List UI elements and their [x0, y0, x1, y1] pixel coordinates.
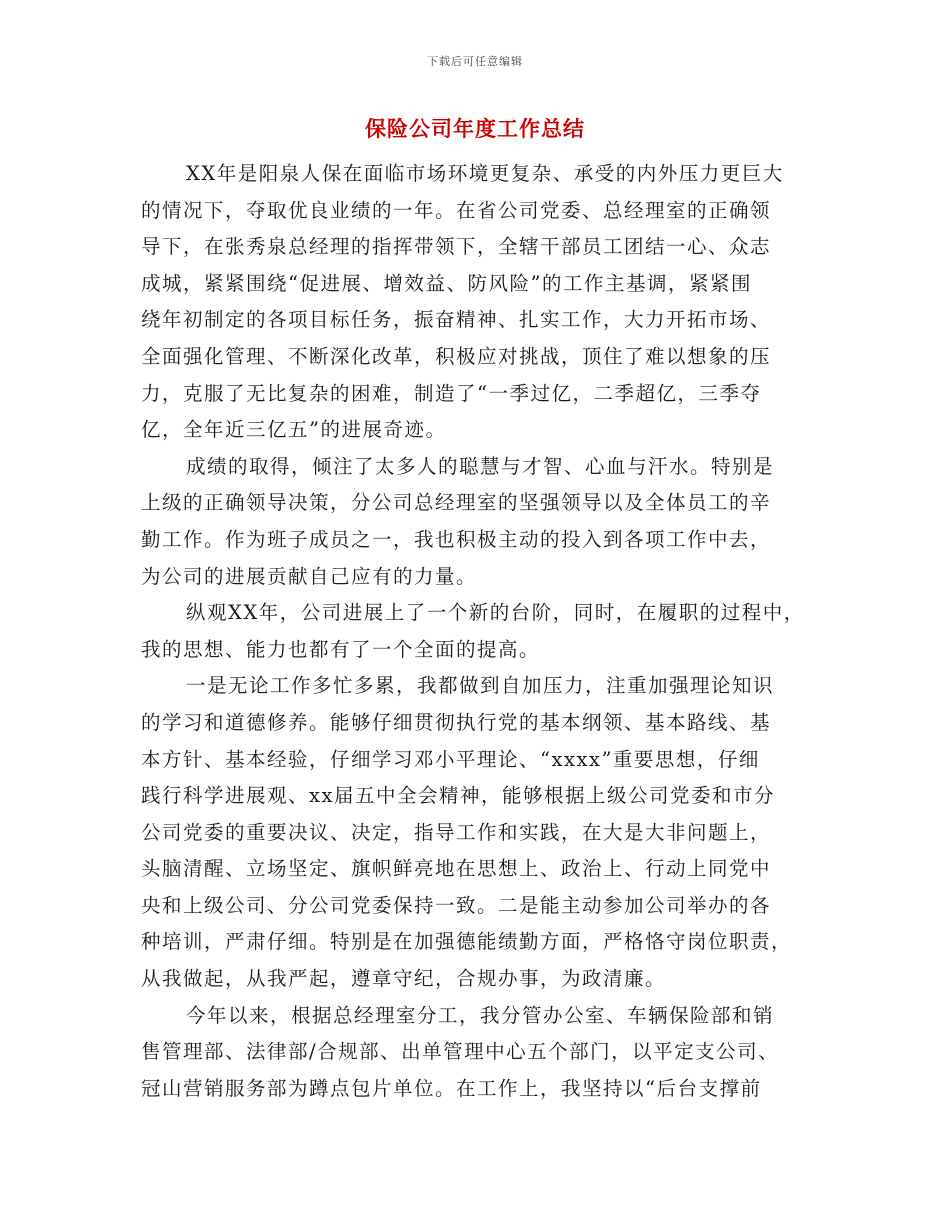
- paragraph-line: 种培训，严肃仔细。特别是在加强德能绩勤方面，严格恪守岗位职责，: [141, 930, 793, 954]
- paragraph: [141, 595, 809, 668]
- paragraph-line: 的学习和道德修养。能够仔细贯彻执行党的基本纲领、基本路线、基: [141, 710, 772, 734]
- paragraph: [141, 156, 809, 449]
- paragraph-line: 勤工作。作为班子成员之一，我也积极主动的投入到各项工作中去，: [141, 527, 772, 551]
- paragraph: [141, 449, 809, 595]
- paragraph-line: 为公司的进展贡献自己应有的力量。: [141, 564, 478, 588]
- document-body: [141, 156, 809, 1107]
- paragraph-line: XX年是阳泉人保在面临市场环境更复杂、承受的内外压力更巨大: [186, 162, 784, 185]
- paragraph-line: 践行科学进展观、xx届五中全会精神，能够根据上级公司党委和市分: [141, 784, 775, 808]
- paragraph-line: 央和上级公司、分公司党委保持一致。二是能主动参加公司举办的各: [141, 893, 772, 917]
- paragraph-line: 力，克服了无比复杂的困难，制造了“一季过亿，二季超亿，三季夺: [141, 381, 762, 405]
- header-note: 下载后可任意编辑: [427, 55, 523, 68]
- paragraph-line: 亿，全年近三亿五”的进展奇迹。: [141, 418, 447, 442]
- paragraph-line: 上级的正确领导决策，分公司总经理室的坚强领导以及全体员工的辛: [141, 491, 772, 515]
- document-title: 保险公司年度工作总结: [365, 116, 585, 141]
- paragraph-line: 我的思想、能力也都有了一个全面的提高。: [141, 637, 541, 661]
- paragraph-line: 头脑清醒、立场坚定、旗帜鲜亮地在思想上、政治上、行动上同党中: [141, 857, 772, 881]
- paragraph-line: 纵观XX年，公司进展上了一个新的台阶，同时，在履职的过程中，: [186, 601, 805, 625]
- paragraph-line: 的情况下，夺取优良业绩的一年。在省公司党委、总经理室的正确领: [141, 198, 772, 222]
- paragraph-line: 成城，紧紧围绕“促进展、增效益、防风险”的工作主基调，紧紧围: [141, 271, 752, 295]
- paragraph-line: 本方针、基本经验，仔细学习邓小平理论、“xxxx”重要思想，仔细: [141, 747, 760, 771]
- paragraph-line: 售管理部、法律部/合规部、出单管理中心五个部门，以平定支公司、: [141, 1040, 780, 1064]
- paragraph: [141, 998, 809, 1108]
- paragraph-line: 今年以来，根据总经理室分工，我分管办公室、车辆保险部和销: [186, 1003, 775, 1027]
- paragraph-line: 从我做起，从我严起，遵章守纪，合规办事，为政清廉。: [141, 967, 667, 991]
- paragraph-line: 全面强化管理、不断深化改革，积极应对挑战，顶住了难以想象的压: [141, 344, 772, 368]
- paragraph-line: 绕年初制定的各项目标任务，振奋精神、扎实工作，大力开拓市场、: [141, 308, 772, 332]
- paragraph-line: 冠山营销服务部为蹲点包片单位。在工作上，我坚持以“后台支撑前: [141, 1076, 762, 1100]
- paragraph-line: 一是无论工作多忙多累，我都做到自加压力，注重加强理论知识: [186, 674, 775, 698]
- paragraph-line: 成绩的取得，倾注了太多人的聪慧与才智、心血与汗水。特别是: [186, 454, 775, 478]
- paragraph: [141, 668, 809, 997]
- paragraph-line: 导下，在张秀泉总经理的指挥带领下，全辖干部员工团结一心、众志: [141, 235, 772, 259]
- paragraph-line: 公司党委的重要决议、决定，指导工作和实践，在大是大非问题上，: [141, 820, 772, 844]
